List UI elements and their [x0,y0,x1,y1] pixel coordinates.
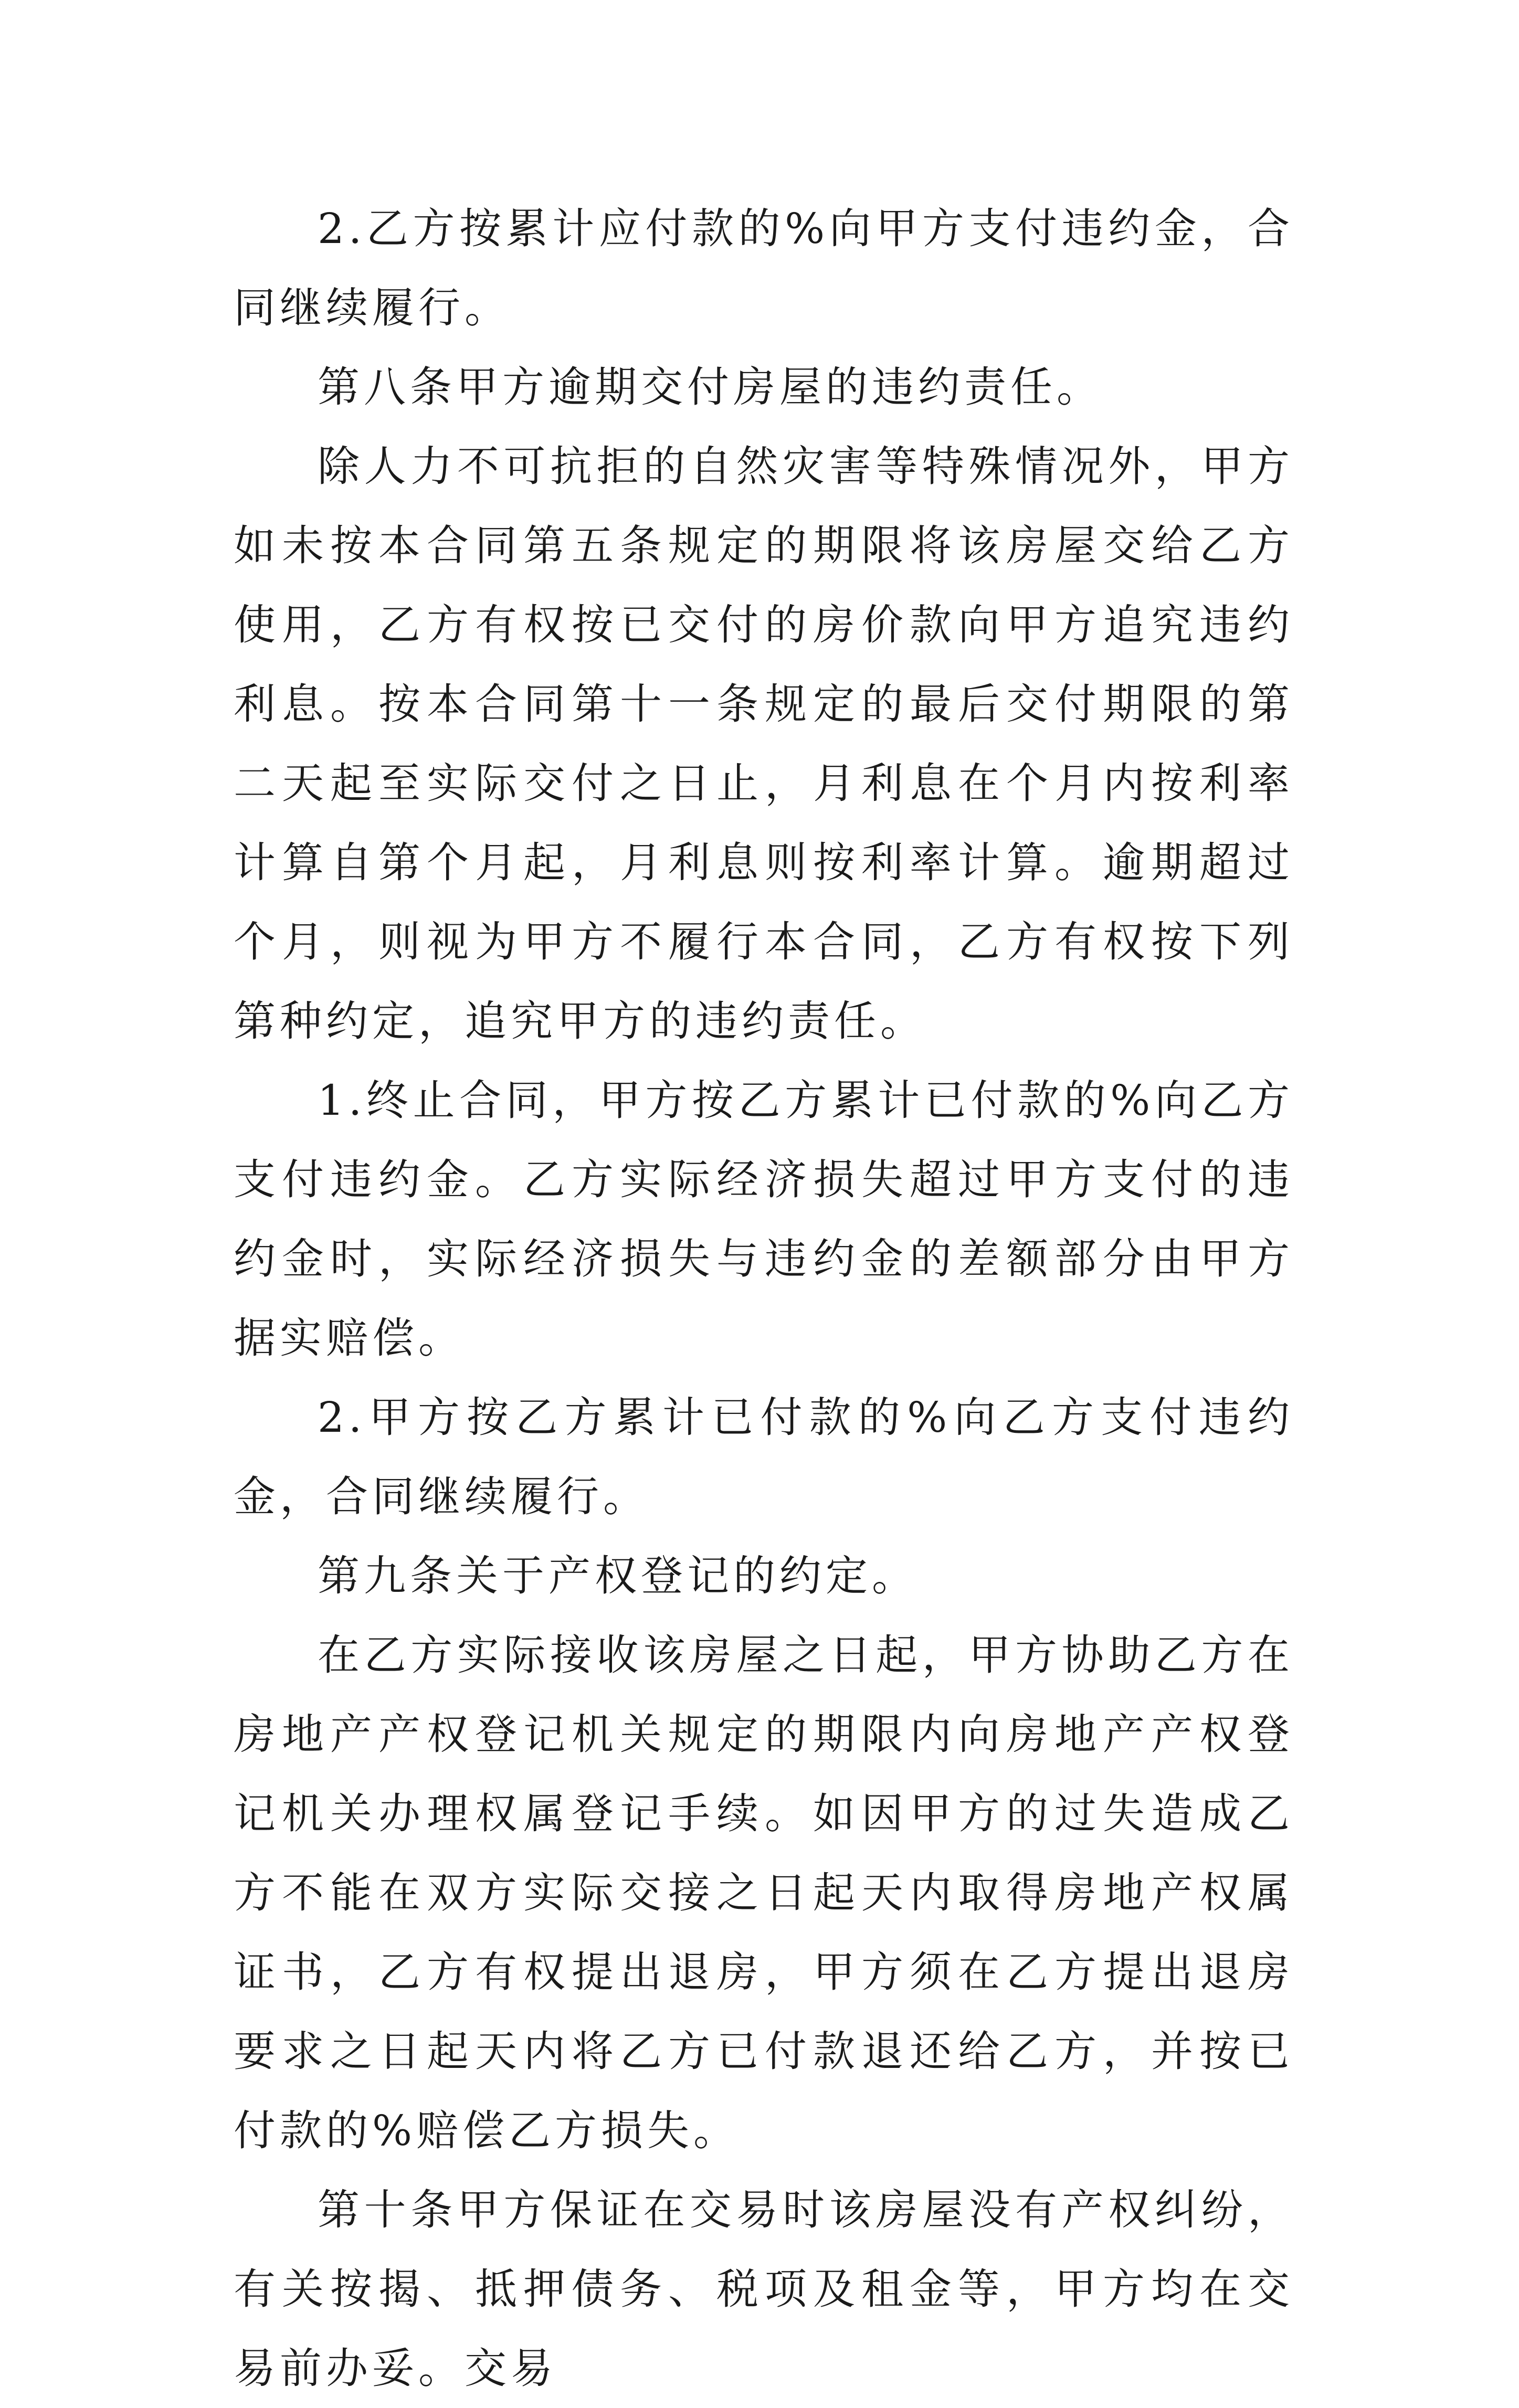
article-8-body: 除人力不可抗拒的自然灾害等特殊情况外，甲方如未按本合同第五条规定的期限将该房屋交给乙方使用，乙方有权按已交付的房价款向甲方追究违约利息。按本合同第十一条规定的最后交付期限的第二天起至实际交付之日止，月利息在个月内按利率计算自第个月起，月利息则按利率计算。逾期超过个月，则视为甲方不履行本合同，乙方有权按下列第种约定，追究甲方的违约责任。 [234,442,1294,1045]
article-8-option-2: 2.甲方按乙方累计已付款的%向乙方支付违约金，合同继续履行。 [234,1393,1294,1521]
document-body [234,189,1294,2408]
article-8-heading: 第八条甲方逾期交付房屋的违约责任。 [318,363,1103,411]
article-8-option-1: 1.终止合同，甲方按乙方累计已付款的%向乙方支付违约金。乙方实际经济损失超过甲方支付的违约金时，实际经济损失与违约金的差额部分由甲方据实赔偿。 [234,1076,1294,1363]
paragraph-breach-clause-2-continue: 2.乙方按累计应付款的%向甲方支付违约金，合同继续履行。 [234,204,1294,332]
article-9-heading: 第九条关于产权登记的约定。 [318,1551,918,1600]
article-9-body: 在乙方实际接收该房屋之日起，甲方协助乙方在房地产产权登记机关规定的期限内向房地产产权登记机关办理权属登记手续。如因甲方的过失造成乙方不能在双方实际交接之日起天内取得房地产权属证书，乙方有权提出退房，甲方须在乙方提出退房要求之日起天内将乙方已付款退还给乙方，并按已付款的%赔偿乙方损失。 [234,1631,1294,2155]
article-10-body: 第十条甲方保证在交易时该房屋没有产权纠纷，有关按揭、抵押债务、税项及租金等，甲方均在交易前办妥。交易 [234,2185,1294,2393]
